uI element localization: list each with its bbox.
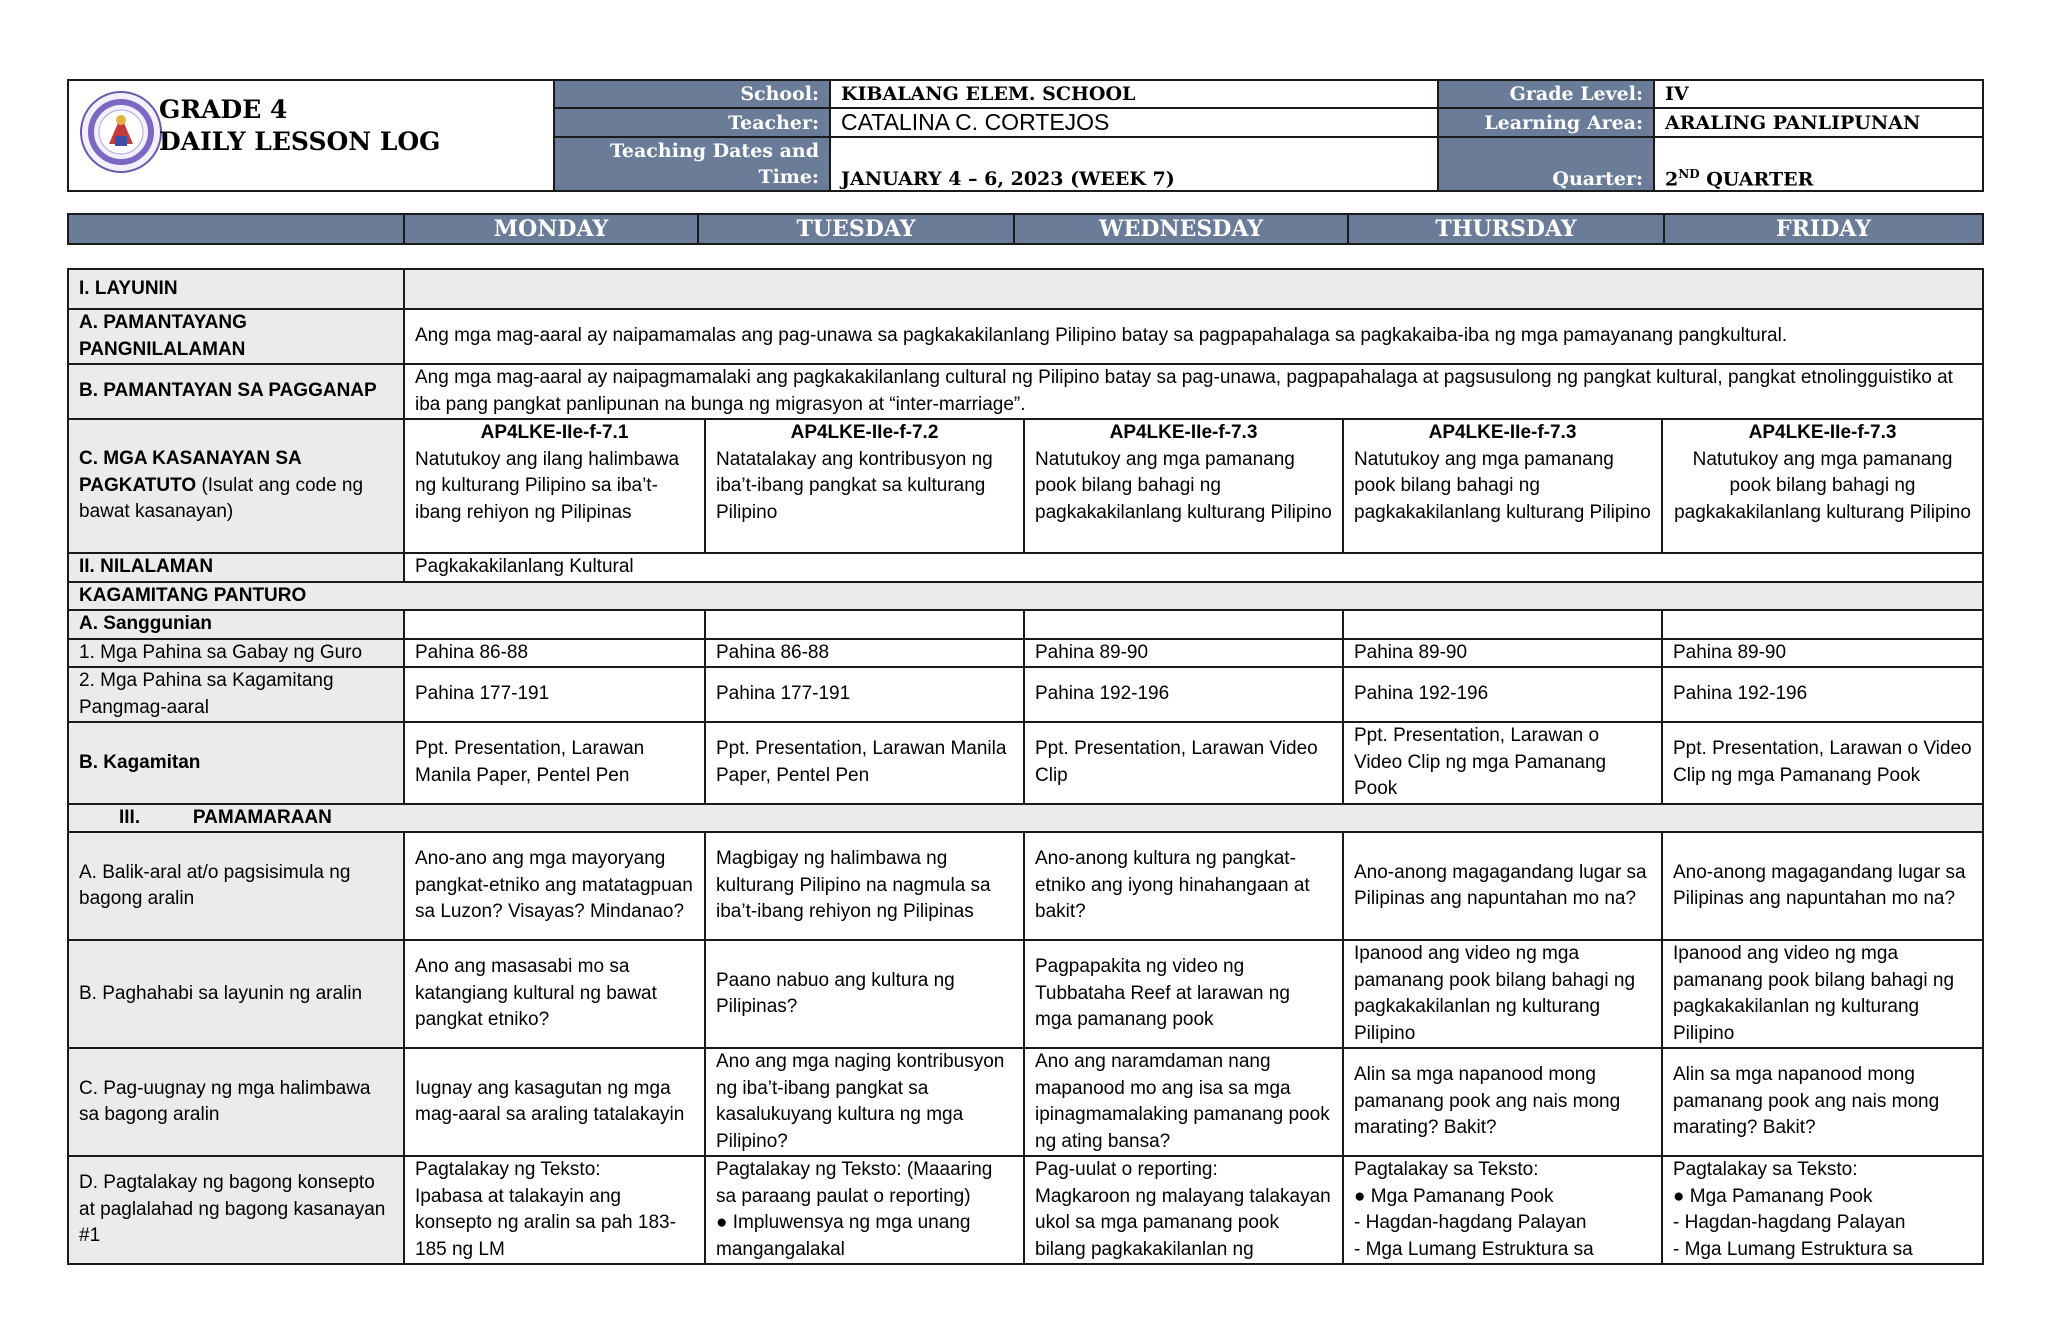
row-layunin [68, 269, 1983, 309]
kasanayan-text: Natutukoy ang ilang halimbawa ng kulturang Pilipino sa iba’t-ibang rehiyon ng Pilipinas [415, 448, 680, 523]
school-label: School: [554, 80, 830, 108]
paguugnay-mon: Iugnay ang kasagutan ng mga mag-aaral sa araling tatalakayin [404, 1048, 705, 1156]
kasanayan-text: Natutukoy ang mga pamanang pook bilang bahagi ng pagkakakilanlang kulturang Pilipino [1354, 448, 1651, 523]
kagamitan-wed: Ppt. Presentation, Larawan Video Clip [1024, 722, 1343, 804]
balik-mon: Ano-ano ang mga mayoryang pangkat-etniko ang matatagpuan sa Luzon? Visayas? Mindanao? [404, 832, 705, 940]
title-dll: DAILY LESSON LOG [159, 127, 441, 156]
paguugnay-wed: Ano ang naramdaman nang mapanood mo ang isa sa mga ipinagmamalaking pamanang pook ng ating bansa? [1024, 1048, 1343, 1156]
pagtalakay-thu [1343, 1156, 1662, 1264]
day-tuesday: TUESDAY [698, 214, 1014, 244]
pagtalakay-line: - Mga Lumang Estruktura sa [1354, 1238, 1594, 1260]
pagtalakay-line: Magkaroon ng malayang talakayan ukol sa mga pamanang pook bilang pagkakakilanlan ng [1035, 1185, 1331, 1260]
dates-label-line2: Time: [758, 166, 819, 188]
quarter-num: 2 [1665, 168, 1679, 190]
kagamitan-tue: Ppt. Presentation, Larawan Manila Paper, Pentel Pen [705, 722, 1024, 804]
paghahabi-tue: Paano nabuo ang kultura ng Pilipinas? [705, 940, 1024, 1048]
kasanayan-text: Natutukoy ang mga pamanang pook bilang bahagi ng pagkakakilanlang kulturang Pilipino [1674, 448, 1971, 523]
day-thursday: THURSDAY [1348, 214, 1664, 244]
kasanayan-thu [1343, 419, 1662, 553]
quarter-value [1654, 137, 1983, 191]
kasanayan-text: Natutukoy ang mga pamanang pook bilang bahagi ng pagkakakilanlang kulturang Pilipino [1035, 448, 1332, 523]
gabay-fri: Pahina 89-90 [1662, 639, 1983, 668]
row-kagamitang [68, 667, 1983, 722]
layunin-label: I. LAYUNIN [68, 269, 404, 309]
pagtalakay-line: - Hagdan-hagdang Palayan [1673, 1212, 1906, 1233]
row-pagganap [68, 364, 1983, 419]
school-value: KIBALANG ELEM. SCHOOL [830, 80, 1438, 108]
balik-tue: Magbigay ng halimbawa ng kulturang Pilipino na nagmula sa iba’t-ibang rehiyon ng Pilipinas [705, 832, 1024, 940]
sanggunian-fri [1662, 610, 1983, 639]
kagamitang-panturo-label: KAGAMITANG PANTURO [68, 582, 1983, 611]
kasanayan-text: Natatalakay ang kontribusyon ng iba’t-ibang pangkat sa kulturang Pilipino [716, 448, 993, 523]
dates-label [554, 137, 830, 191]
paguugnay-label: C. Pag-uugnay ng mga halimbawa sa bagong aralin [68, 1048, 404, 1156]
row-nilalaman [68, 553, 1983, 582]
day-header-bar [67, 213, 1984, 245]
pagtalakay-fri [1662, 1156, 1983, 1264]
kasanayan-code: AP4LKE-IIe-f-7.3 [1748, 422, 1897, 443]
layunin-blank [404, 269, 1983, 309]
pagtalakay-line: - Mga Lumang Estruktura sa [1673, 1238, 1913, 1260]
pagtalakay-line: Pagtalakay sa Teksto: [1673, 1159, 1858, 1180]
header-table [67, 79, 1984, 192]
row-balik-aral [68, 832, 1983, 940]
pagtalakay-line: Pagtalakay ng Teksto: [415, 1159, 601, 1180]
kasanayan-label-bold: C. MGA KASANAYAN SA PAGKATUTO [79, 448, 302, 496]
dates-label-line1: Teaching Dates and [609, 140, 819, 162]
quarter-sup: ND [1678, 166, 1700, 181]
kasanayan-label [68, 419, 404, 553]
pagganap-value: Ang mga mag-aaral ay naipagmamalaki ang pagkakakilanlang cultural ng Pilipino batay sa pag-unawa, pagpapahalaga at pagsusulong ng pangkat kultural, pangkat etnolingguistiko at iba pang pangkat panlipunan na bunga ng migrasyon at “inter-marriage”. [404, 364, 1983, 419]
balik-label: A. Balik-aral at/o pagsisimula ng bagong aralin [68, 832, 404, 940]
nilalaman-value: Pagkakakilanlang Kultural [404, 553, 1983, 582]
quarter-label: Quarter: [1438, 137, 1654, 191]
balik-thu: Ano-anong magagandang lugar sa Pilipinas ang napuntahan mo na? [1343, 832, 1662, 940]
sanggunian-thu [1343, 610, 1662, 639]
paguugnay-fri: Alin sa mga napanood mong pamanang pook ang nais mong marating? Bakit? [1662, 1048, 1983, 1156]
title-block [68, 80, 554, 191]
lesson-log-table [67, 268, 1984, 1265]
day-wednesday: WEDNESDAY [1014, 214, 1348, 244]
pagtalakay-line: ● Mga Pamanang Pook [1673, 1185, 1873, 1207]
kasanayan-code: AP4LKE-IIe-f-7.1 [480, 422, 629, 443]
day-header-blank [68, 214, 404, 244]
paguugnay-tue: Ano ang mga naging kontribusyon ng iba’t-ibang pangkat sa kasalukuyang kultura ng mga Pilipino? [705, 1048, 1024, 1156]
gabay-tue: Pahina 86-88 [705, 639, 1024, 668]
gabay-mon: Pahina 86-88 [404, 639, 705, 668]
row-pagtalakay [68, 1156, 1983, 1264]
kasanayan-wed [1024, 419, 1343, 553]
kagamitan-thu: Ppt. Presentation, Larawan o Video Clip ng mga Pamanang Pook [1343, 722, 1662, 804]
grade-value: IV [1654, 80, 1983, 108]
kagamitan-fri: Ppt. Presentation, Larawan o Video Clip ng mga Pamanang Pook [1662, 722, 1983, 804]
pagtalakay-line: Pag-uulat o reporting: [1035, 1159, 1218, 1180]
pagtalakay-line: Pagtalakay ng Teksto: (Maaaring sa paraang paulat o reporting) [716, 1159, 993, 1207]
gabay-wed: Pahina 89-90 [1024, 639, 1343, 668]
teacher-value: CATALINA C. CORTEJOS [830, 108, 1438, 137]
paghahabi-mon: Ano ang masasabi mo sa katangiang kultural ng bawat pangkat etniko? [404, 940, 705, 1048]
kagamitang-tue: Pahina 177-191 [705, 667, 1024, 722]
pagtalakay-line: Pagtalakay sa Teksto: [1354, 1159, 1539, 1180]
row-kagamitang-panturo [68, 582, 1983, 611]
row-pamantayang [68, 309, 1983, 364]
nilalaman-label: II. NILALAMAN [68, 553, 404, 582]
sanggunian-tue [705, 610, 1024, 639]
pagganap-label: B. PAMANTAYAN SA PAGGANAP [68, 364, 404, 419]
row-sanggunian [68, 610, 1983, 639]
row-kagamitan [68, 722, 1983, 804]
title-grade: GRADE 4 [159, 95, 288, 124]
paghahabi-wed: Pagpapakita ng video ng Tubbataha Reef at larawan ng mga pamanang pook [1024, 940, 1343, 1048]
balik-fri: Ano-anong magagandang lugar sa Pilipinas ang napuntahan mo na? [1662, 832, 1983, 940]
kasanayan-fri [1662, 419, 1983, 553]
pamamaraan-label: III. PAMAMARAAN [68, 804, 1983, 833]
kasanayan-code: AP4LKE-IIe-f-7.3 [1109, 422, 1258, 443]
kasanayan-tue [705, 419, 1024, 553]
pagtalakay-mon [404, 1156, 705, 1264]
pagtalakay-tue [705, 1156, 1024, 1264]
pamantayang-label: A. PAMANTAYANG PANGNILALAMAN [68, 309, 404, 364]
row-paguugnay [68, 1048, 1983, 1156]
sanggunian-label: A. Sanggunian [68, 610, 404, 639]
balik-wed: Ano-anong kultura ng pangkat-etniko ang iyong hinahangaan at bakit? [1024, 832, 1343, 940]
row-pamamaraan [68, 804, 1983, 833]
area-value: ARALING PANLIPUNAN [1654, 108, 1983, 137]
pamantayang-value: Ang mga mag-aaral ay naipamamalas ang pag-unawa sa pagkakakilanlang Pilipino batay sa pagpapahalaga sa pagkakaiba-iba ng mga pamayanang pangkultural. [404, 309, 1983, 364]
pagtalakay-label: D. Pagtalakay ng bagong konsepto at paglalahad ng bagong kasanayan #1 [68, 1156, 404, 1264]
paghahabi-label: B. Paghahabi sa layunin ng aralin [68, 940, 404, 1048]
deped-seal-icon [79, 90, 163, 174]
kagamitang-fri: Pahina 192-196 [1662, 667, 1983, 722]
row-paghahabi [68, 940, 1983, 1048]
sanggunian-mon [404, 610, 705, 639]
pagtalakay-wed [1024, 1156, 1343, 1264]
pagtalakay-line: Ipabasa at talakayin ang konsepto ng aralin sa pah 183-185 ng LM [415, 1185, 676, 1260]
pagtalakay-line: ● Impluwensya ng mga unang mangangalakal [716, 1212, 971, 1260]
area-label: Learning Area: [1438, 108, 1654, 137]
sanggunian-wed [1024, 610, 1343, 639]
day-friday: FRIDAY [1664, 214, 1983, 244]
pagtalakay-line: - Hagdan-hagdang Palayan [1354, 1212, 1587, 1233]
kagamitan-label: B. Kagamitan [68, 722, 404, 804]
kasanayan-mon [404, 419, 705, 553]
kagamitan-mon: Ppt. Presentation, Larawan Manila Paper, Pentel Pen [404, 722, 705, 804]
dates-value: JANUARY 4 – 6, 2023 (WEEK 7) [830, 137, 1438, 191]
kagamitang-wed: Pahina 192-196 [1024, 667, 1343, 722]
gabay-label: 1. Mga Pahina sa Gabay ng Guro [68, 639, 404, 668]
kasanayan-code: AP4LKE-IIe-f-7.2 [790, 422, 939, 443]
day-monday: MONDAY [404, 214, 698, 244]
kagamitang-label: 2. Mga Pahina sa Kagamitang Pangmag-aaral [68, 667, 404, 722]
gabay-thu: Pahina 89-90 [1343, 639, 1662, 668]
quarter-word: QUARTER [1699, 168, 1814, 190]
grade-label: Grade Level: [1438, 80, 1654, 108]
paghahabi-thu: Ipanood ang video ng mga pamanang pook bilang bahagi ng pagkakakilanlan ng kulturang Pilipino [1343, 940, 1662, 1048]
kagamitang-mon: Pahina 177-191 [404, 667, 705, 722]
kasanayan-label-rest: (Isulat ang code ng bawat kasanayan) [79, 474, 364, 523]
row-gabay [68, 639, 1983, 668]
kagamitang-thu: Pahina 192-196 [1343, 667, 1662, 722]
kasanayan-code: AP4LKE-IIe-f-7.3 [1428, 422, 1577, 443]
paghahabi-fri: Ipanood ang video ng mga pamanang pook bilang bahagi ng pagkakakilanlan ng kulturang Pilipino [1662, 940, 1983, 1048]
row-kasanayan [68, 419, 1983, 553]
paguugnay-thu: Alin sa mga napanood mong pamanang pook ang nais mong marating? Bakit? [1343, 1048, 1662, 1156]
teacher-label: Teacher: [554, 108, 830, 137]
pagtalakay-line: ● Mga Pamanang Pook [1354, 1185, 1554, 1207]
